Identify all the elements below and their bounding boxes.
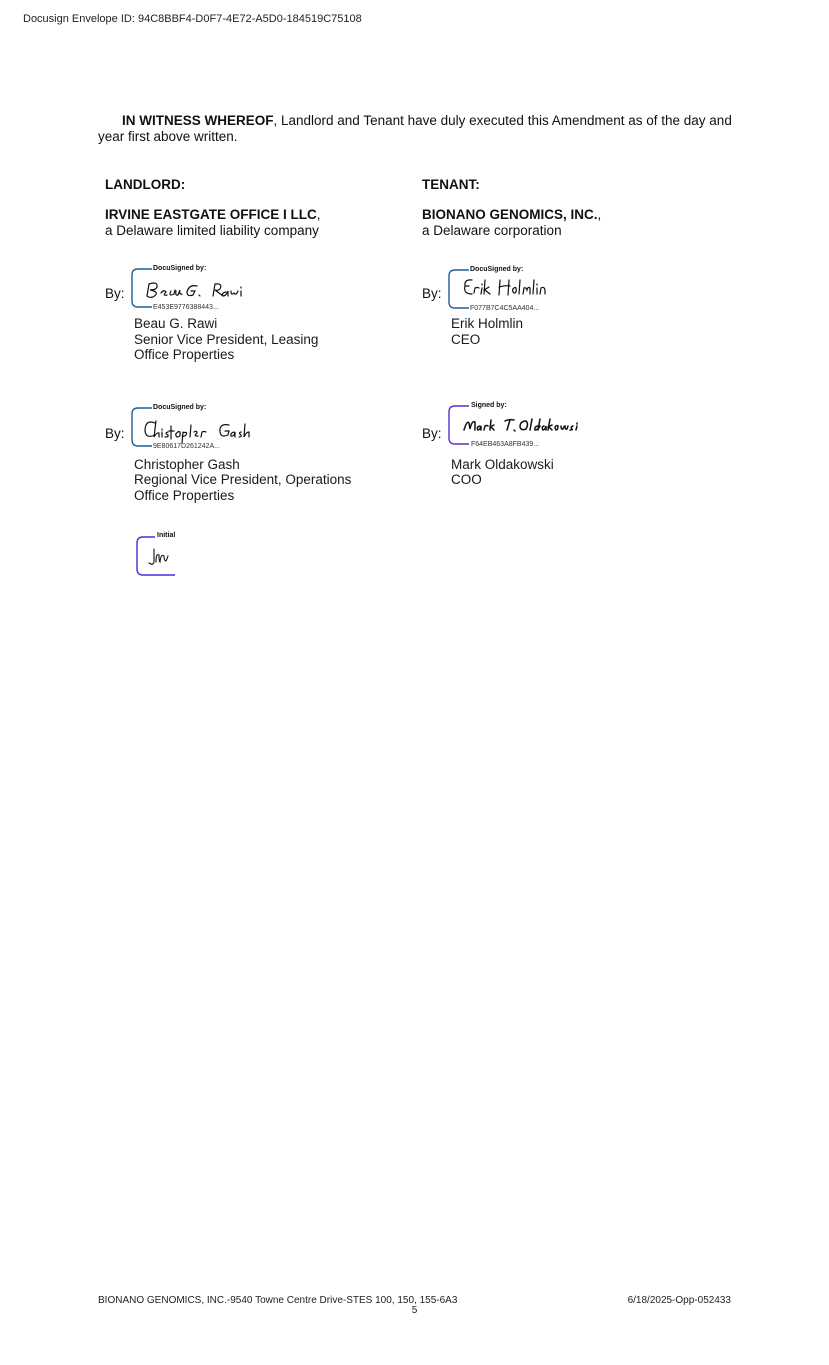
initial-block [135, 531, 180, 581]
footer-reference: 6/18/2025-Opp-052433 [627, 1295, 731, 1306]
footer-address: BIONANO GENOMICS, INC.-9540 Towne Centre Drive-STES 100, 150, 155-6A3 [98, 1295, 458, 1306]
by-label: By: [422, 286, 442, 301]
by-label: By: [105, 286, 125, 301]
signer-title: Regional Vice President, Operations [134, 472, 352, 487]
landlord-entity-desc: a Delaware limited liability company [105, 223, 319, 238]
witness-bold: IN WITNESS WHEREOF [122, 113, 274, 128]
signer-name: Erik Holmlin [451, 316, 524, 331]
certificate-id: 9E80617D261242A... [153, 443, 220, 450]
initial-header: Initial [157, 532, 176, 539]
by-label: By: [422, 426, 442, 441]
signature-header: DocuSigned by: [153, 265, 207, 272]
landlord-entity-name: IRVINE EASTGATE OFFICE I LLC [105, 207, 317, 222]
signer-title: COO [451, 472, 482, 487]
witness-paragraph [98, 113, 738, 145]
page-number: 5 [411, 1305, 418, 1316]
witness-text: , Landlord and Tenant have duly executed this Amendment as of the day and year first above written. [98, 113, 732, 144]
docusign-signature-block [131, 404, 271, 454]
signer-name: Beau G. Rawi [134, 316, 218, 331]
signature-header: DocuSigned by: [470, 266, 524, 273]
docusign-signature-block [131, 265, 261, 315]
tenant-entity-name: BIONANO GENOMICS, INC. [422, 207, 598, 222]
signer-title: Senior Vice President, Leasing [134, 332, 319, 347]
certificate-id: E453E9776388443... [153, 304, 219, 311]
envelope-id: Docusign Envelope ID: 94C8BBF4-D0F7-4E72-A5D0-184519C75108 [23, 13, 362, 25]
initial-mark [135, 531, 180, 581]
docusign-signature-block [448, 266, 568, 316]
signer-title-line2: Office Properties [134, 488, 235, 503]
certificate-id: F077B7C4C5AA404... [470, 305, 540, 312]
landlord-label: LANDLORD: [105, 177, 186, 192]
signer-name: Mark Oldakowski [451, 457, 554, 472]
signature-header: Signed by: [471, 402, 507, 409]
certificate-id: F64EB463A8FB439... [471, 441, 540, 448]
signed-signature-block [448, 402, 608, 452]
signature-header: DocuSigned by: [153, 404, 207, 411]
tenant-entity [422, 207, 601, 223]
signer-title: CEO [451, 332, 481, 347]
tenant-label: TENANT: [422, 177, 480, 192]
landlord-entity [105, 207, 321, 223]
landlord-entity-comma: , [316, 207, 321, 222]
tenant-entity-comma: , [597, 207, 602, 222]
by-label: By: [105, 426, 125, 441]
signer-name: Christopher Gash [134, 457, 240, 472]
tenant-entity-desc: a Delaware corporation [422, 223, 562, 238]
signer-title-line2: Office Properties [134, 347, 235, 362]
